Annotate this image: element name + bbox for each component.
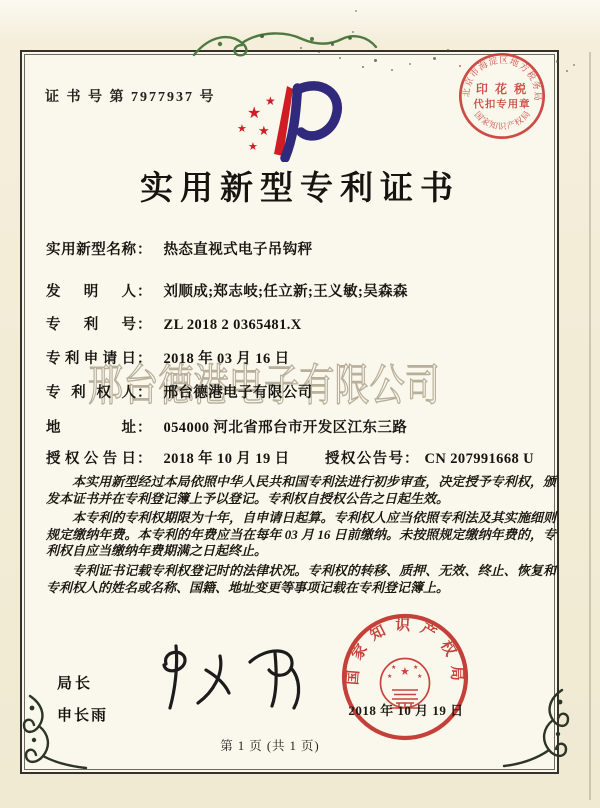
field-patent-number: 专利号： ZL 2018 2 0365481.X bbox=[46, 317, 302, 333]
logo-stars-icon bbox=[237, 94, 276, 153]
certificate-body-text bbox=[46, 474, 556, 599]
stamp-tax-seal bbox=[452, 46, 552, 146]
scan-speck bbox=[573, 64, 575, 66]
svg-text:★: ★ bbox=[247, 103, 262, 122]
commissioner-name: 申长雨 bbox=[57, 708, 109, 724]
scan-speck bbox=[318, 51, 320, 53]
svg-text:★: ★ bbox=[400, 665, 410, 678]
inventors-value: 刘顺成;郑志岐;任立新;王义敏;吴森森 bbox=[163, 284, 408, 300]
scan-speck bbox=[300, 47, 302, 49]
scan-speck bbox=[374, 59, 377, 62]
field-filing-date: 专利申请日： 2018 年 03 月 16 日 bbox=[46, 351, 290, 367]
scan-speck bbox=[339, 57, 341, 59]
scan-speck bbox=[355, 10, 357, 12]
svg-text:★: ★ bbox=[248, 140, 258, 153]
field-utility-model-name: 实用新型名称： 热态直视式电子吊钩秤 bbox=[46, 242, 313, 258]
svg-text:★: ★ bbox=[417, 673, 423, 680]
seal-arc-text: 国家知识产权局 bbox=[345, 617, 465, 690]
scan-speck bbox=[447, 49, 449, 51]
svg-text:国家知识产权局 bbox=[472, 108, 532, 131]
commissioner-signature bbox=[128, 640, 338, 732]
body-paragraph-2: 本专利的专利权期限为十年，自申请日起算。专利权人应当依照专利法及其实施细则规定缴纳年费。本专利的年费应当在每年 03 月 16 日前缴纳。未按照规定缴纳年费的，专利权自应当缴纳年费期满之日起终止。 bbox=[46, 510, 556, 559]
svg-text:邢台德港电子有限公司: 邢台德港电子有限公司 bbox=[88, 361, 440, 410]
scan-speck bbox=[362, 66, 364, 68]
scan-speck bbox=[566, 70, 568, 72]
svg-text:★: ★ bbox=[265, 94, 276, 108]
patent-number-value: ZL 2018 2 0365481.X bbox=[163, 317, 302, 333]
field-grant-number: 授权公告号： CN 207991668 U bbox=[325, 451, 535, 467]
grant-date-value: 2018 年 10 月 19 日 bbox=[163, 451, 290, 467]
top-border-flourish-ornament bbox=[190, 27, 380, 67]
svg-text:★: ★ bbox=[237, 122, 247, 135]
certificate-title: 实用新型专利证书 bbox=[140, 171, 460, 207]
svg-text:★: ★ bbox=[387, 673, 393, 680]
field-grant-announcement: 授权公告日： 2018 年 10 月 19 日 授权公告号： CN 207991668 U bbox=[46, 447, 558, 468]
field-inventors: 发明人： 刘顺成;郑志岐;任立新;王义敏;吴森森 bbox=[46, 284, 408, 300]
grant-number-value: CN 207991668 U bbox=[424, 451, 535, 467]
bottom-right-corner-ornament bbox=[496, 688, 572, 774]
body-paragraph-1: 本实用新型经过本局依照中华人民共和国专利法进行初步审查，决定授予专利权，颁发本证书并在专利登记簿上予以登记。专利权自授权公告之日起生效。 bbox=[46, 474, 556, 506]
cnipa-logo-icon bbox=[233, 78, 355, 162]
seal-date: 2018 年 10 月 19 日 bbox=[348, 703, 464, 718]
svg-text:★: ★ bbox=[413, 664, 419, 671]
patentee-value: 邢台德港电子有限公司 bbox=[163, 385, 313, 401]
scan-speck bbox=[459, 65, 461, 67]
utility-model-name-value: 热态直视式电子吊钩秤 bbox=[163, 242, 313, 258]
commissioner-block bbox=[57, 672, 108, 725]
stamp-arc-top-text: 北京市海淀区地方税务局 bbox=[460, 54, 543, 102]
logo-letter-p bbox=[285, 86, 337, 158]
field-patentee: 专利权人： 邢台德港电子有限公司 bbox=[46, 385, 313, 401]
scan-speck bbox=[352, 31, 354, 33]
field-address: 地址： 054000 河北省邢台市开发区江东三路 bbox=[46, 420, 408, 436]
commissioner-title: 局长 bbox=[57, 676, 94, 692]
body-paragraph-3: 专利证书记载专利权登记时的法律状况。专利权的转移、质押、无效、终止、恢复和专利权人的姓名或名称、国籍、地址变更等事项记载在专利登记簿上。 bbox=[46, 562, 556, 595]
page-footer: 第 1 页 (共 1 页) bbox=[220, 739, 320, 753]
svg-text:国家知识产权局 bbox=[343, 616, 465, 690]
filing-date-value: 2018 年 03 月 16 日 bbox=[163, 351, 290, 367]
svg-text:★: ★ bbox=[258, 124, 270, 139]
stamp-arc-bottom-text: 国家知识产权局 bbox=[472, 108, 533, 132]
certificate-number: 证 书 号 第 7977937 号 bbox=[45, 90, 216, 105]
stamp-center-line1: 印 花 税 bbox=[475, 81, 529, 96]
scan-speck bbox=[331, 43, 334, 46]
stamp-center-line2: 代扣专用章 bbox=[473, 99, 531, 111]
svg-text:★: ★ bbox=[391, 664, 397, 671]
cnipa-official-seal bbox=[336, 608, 474, 746]
scan-speck bbox=[433, 57, 436, 60]
scan-speck bbox=[391, 69, 393, 71]
scan-speck bbox=[556, 60, 559, 63]
address-value: 054000 河北省邢台市开发区江东三路 bbox=[163, 420, 408, 436]
scan-speck bbox=[409, 63, 411, 65]
